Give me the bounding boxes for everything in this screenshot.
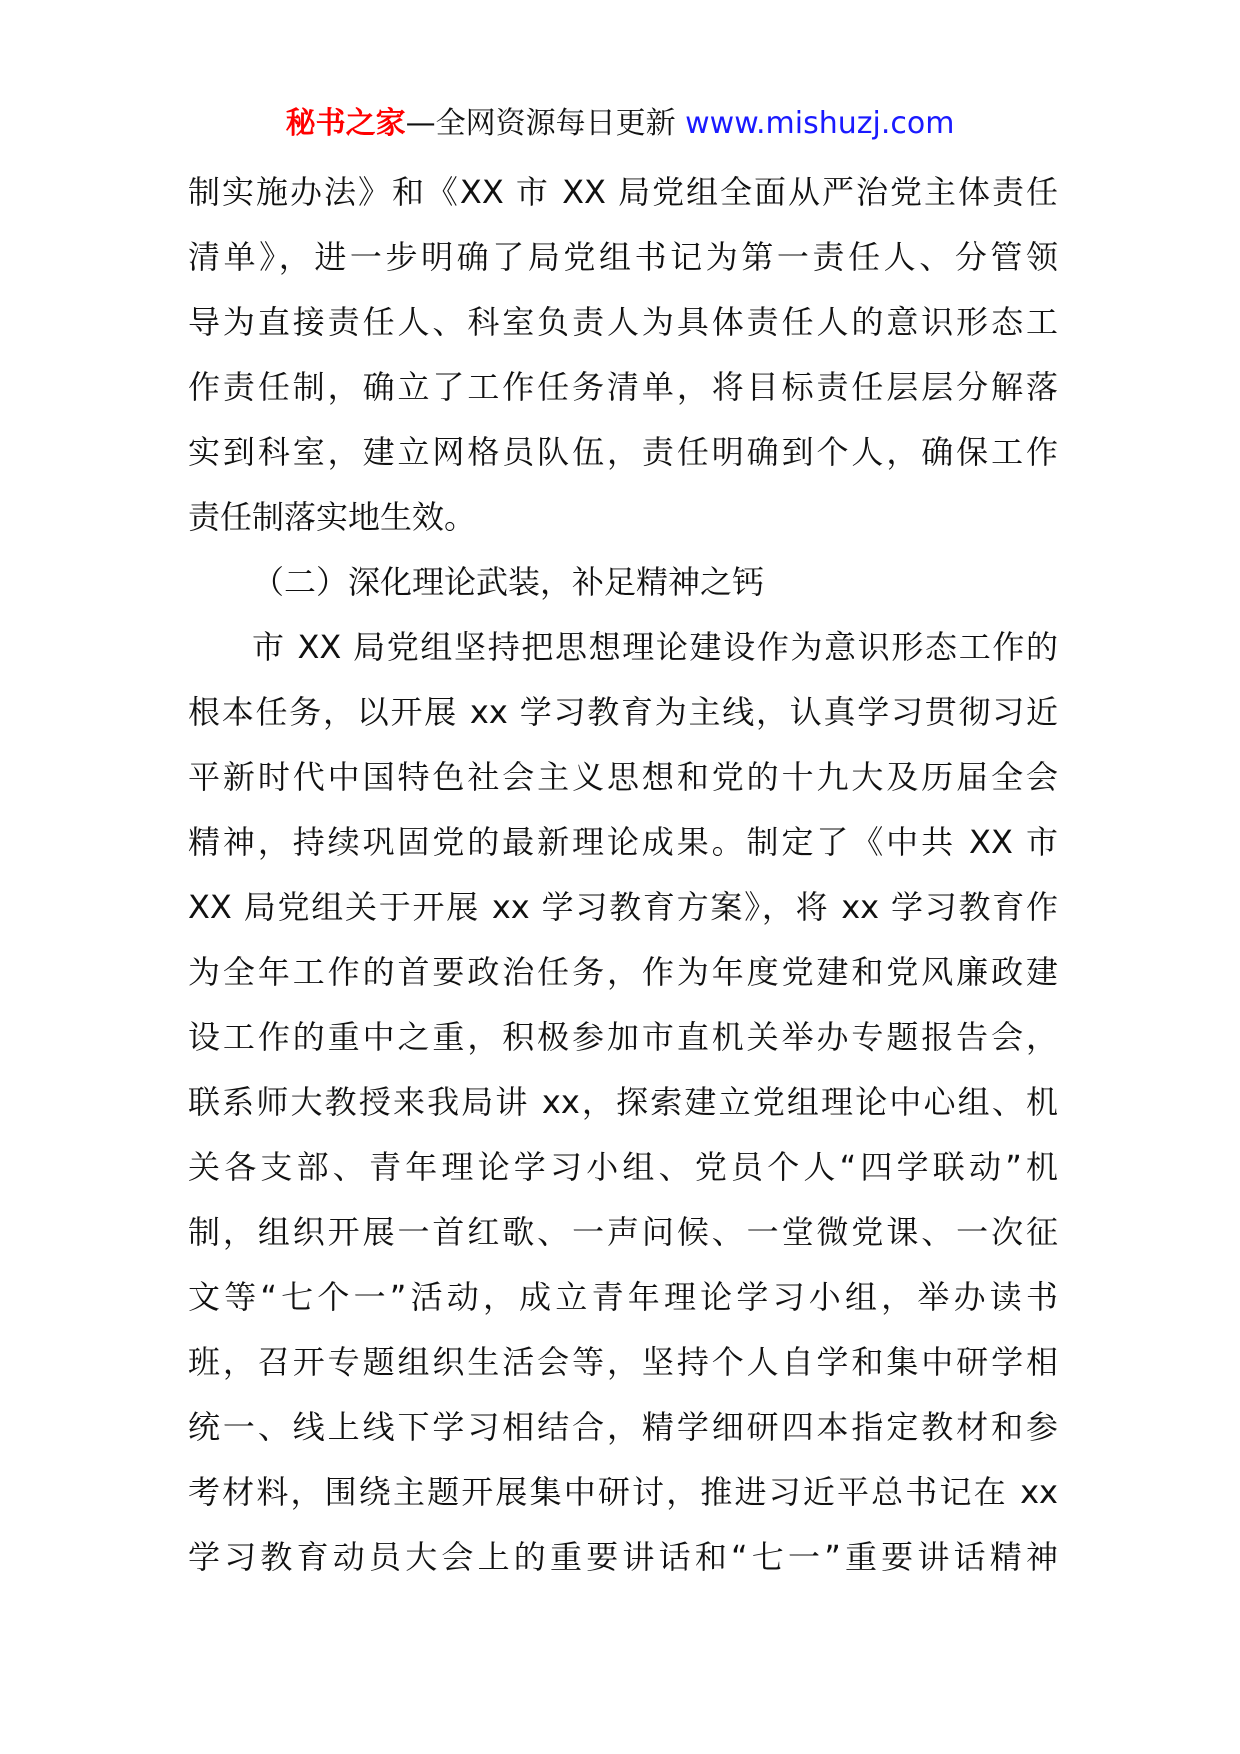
body-line: 统一、线上线下学习相结合，精学细研四本指定教材和参 (188, 1408, 1058, 1446)
header-brand: 秘书之家 (285, 106, 406, 141)
body-line: 学习教育动员大会上的重要讲话和“七一”重要讲话精神 (188, 1538, 1058, 1576)
body-line: 精神，持续巩固党的最新理论成果。制定了《中共 XX 市 (188, 823, 1058, 861)
body-line: 作责任制，确立了工作任务清单，将目标责任层层分解落 (188, 368, 1058, 406)
body-line: 责任制落实地生效。 (188, 498, 477, 536)
page-header (0, 100, 1240, 148)
body-line: 考材料，围绕主题开展集中研讨，推进习近平总书记在 xx (188, 1473, 1058, 1511)
body-line: 实到科室，建立网格员队伍，责任明确到个人，确保工作 (188, 433, 1058, 471)
header-url-link[interactable]: www.mishuzj.com (685, 106, 955, 141)
body-line: 关各支部、青年理论学习小组、党员个人“四学联动”机 (188, 1148, 1058, 1186)
section-heading: （二）深化理论武装，补足精神之钙 (252, 563, 765, 601)
body-line: 根本任务，以开展 xx 学习教育为主线，认真学习贯彻习近 (188, 693, 1058, 731)
body-line: 制，组织开展一首红歌、一声问候、一堂微党课、一次征 (188, 1213, 1058, 1251)
body-line: XX 局党组关于开展 xx 学习教育方案》，将 xx 学习教育作 (188, 888, 1058, 926)
body-line: 导为直接责任人、科室负责人为具体责任人的意识形态工 (188, 303, 1058, 341)
body-line: 设工作的重中之重，积极参加市直机关举办专题报告会， (188, 1018, 1058, 1056)
header-tagline: —全网资源每日更新 (405, 106, 686, 141)
body-line: 文等“七个一”活动，成立青年理论学习小组，举办读书 (188, 1278, 1058, 1316)
document-body (188, 160, 1058, 1590)
body-line: 制实施办法》和《XX 市 XX 局党组全面从严治党主体责任 (188, 173, 1058, 211)
body-line: 清单》，进一步明确了局党组书记为第一责任人、分管领 (188, 238, 1058, 276)
body-line: 班，召开专题组织生活会等，坚持个人自学和集中研学相 (188, 1343, 1058, 1381)
body-line: 联系师大教授来我局讲 xx，探索建立党组理论中心组、机 (188, 1083, 1058, 1121)
body-line: 市 XX 局党组坚持把思想理论建设作为意识形态工作的 (252, 628, 1058, 666)
body-line: 平新时代中国特色社会主义思想和党的十九大及历届全会 (188, 758, 1058, 796)
body-line: 为全年工作的首要政治任务，作为年度党建和党风廉政建 (188, 953, 1058, 991)
